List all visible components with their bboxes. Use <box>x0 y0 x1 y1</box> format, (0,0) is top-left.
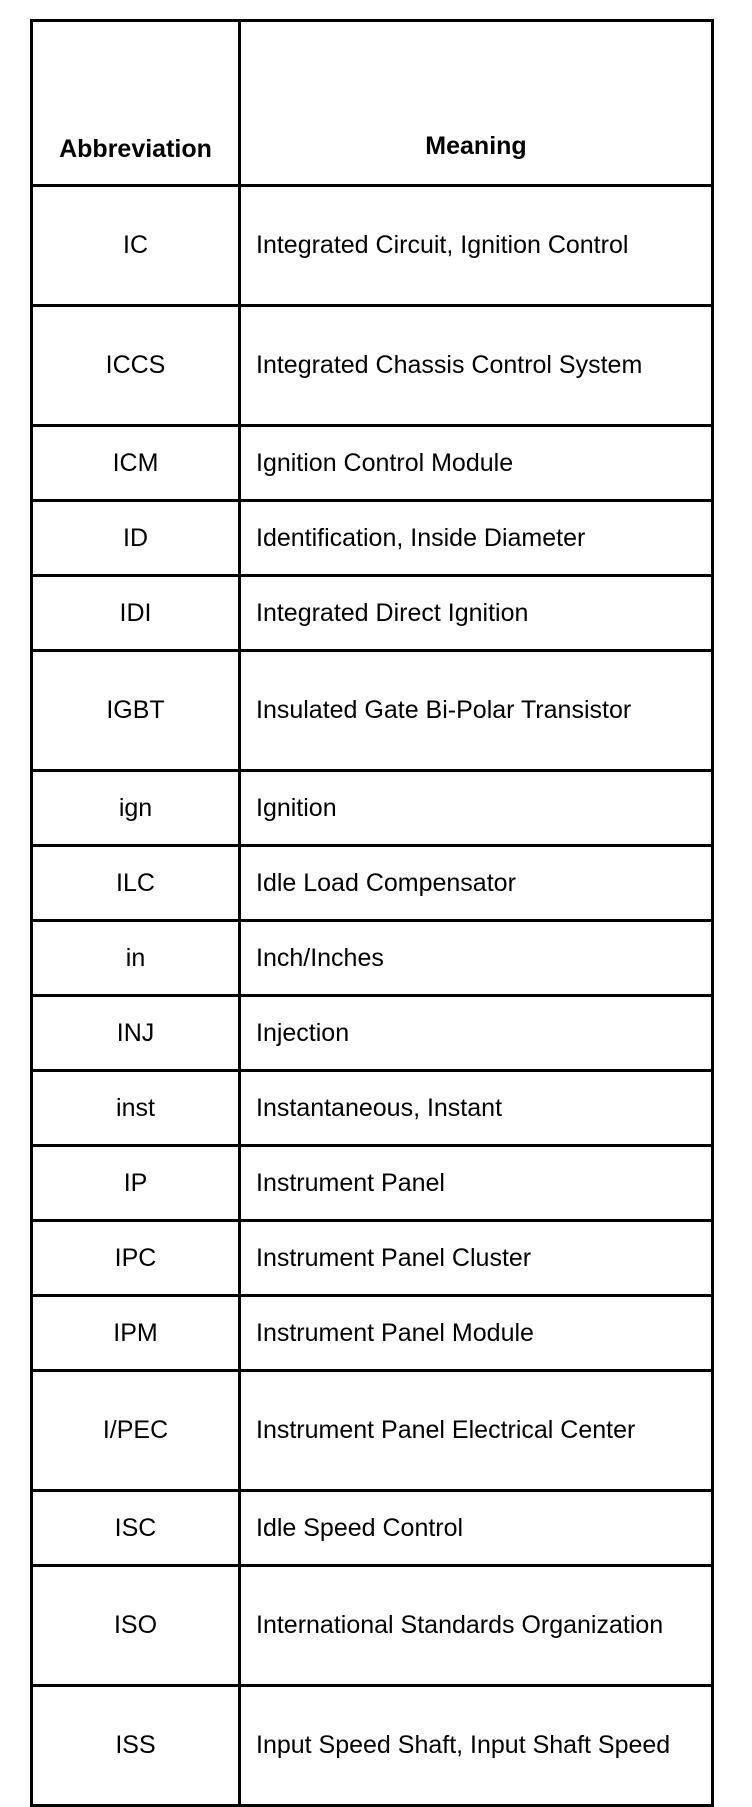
table-row <box>32 1146 713 1221</box>
table-row <box>32 846 713 921</box>
meaning-cell: Instrument Panel Module <box>240 1296 713 1371</box>
abbreviation-cell: IP <box>32 1146 240 1221</box>
meaning-cell: Injection <box>240 996 713 1071</box>
meaning-cell: Instrument Panel Cluster <box>240 1221 713 1296</box>
table-row <box>32 576 713 651</box>
table-row <box>32 426 713 501</box>
table-row <box>32 1296 713 1371</box>
table-row <box>32 306 713 426</box>
table-row <box>32 921 713 996</box>
abbreviation-cell: inst <box>32 1071 240 1146</box>
table-row <box>32 1491 713 1566</box>
abbreviation-cell: ICM <box>32 426 240 501</box>
table-row <box>32 771 713 846</box>
abbreviation-cell: in <box>32 921 240 996</box>
meaning-cell: Instrument Panel <box>240 1146 713 1221</box>
table-row <box>32 651 713 771</box>
abbreviation-cell: ISS <box>32 1686 240 1806</box>
abbreviation-cell: ILC <box>32 846 240 921</box>
table-row <box>32 501 713 576</box>
abbreviation-cell: I/PEC <box>32 1371 240 1491</box>
abbreviation-cell: IC <box>32 186 240 306</box>
meaning-cell: Integrated Chassis Control System <box>240 306 713 426</box>
meaning-cell: Identification, Inside Diameter <box>240 501 713 576</box>
meaning-cell: Inch/Inches <box>240 921 713 996</box>
meaning-cell: International Standards Organization <box>240 1566 713 1686</box>
meaning-cell: Ignition <box>240 771 713 846</box>
meaning-cell: Ignition Control Module <box>240 426 713 501</box>
header-abbreviation: Abbreviation <box>32 21 240 186</box>
table-row <box>32 186 713 306</box>
abbreviation-cell: IPC <box>32 1221 240 1296</box>
meaning-cell: Instantaneous, Instant <box>240 1071 713 1146</box>
meaning-cell: Insulated Gate Bi-Polar Transistor <box>240 651 713 771</box>
table-row <box>32 1371 713 1491</box>
meaning-cell: Idle Load Compensator <box>240 846 713 921</box>
meaning-cell: Integrated Direct Ignition <box>240 576 713 651</box>
abbreviation-cell: IDI <box>32 576 240 651</box>
table-row <box>32 1221 713 1296</box>
table-row <box>32 1686 713 1806</box>
abbreviation-cell: INJ <box>32 996 240 1071</box>
table-row <box>32 1071 713 1146</box>
abbreviation-cell: ICCS <box>32 306 240 426</box>
abbreviation-cell: IGBT <box>32 651 240 771</box>
meaning-cell: Instrument Panel Electrical Center <box>240 1371 713 1491</box>
abbreviation-table <box>30 19 714 1807</box>
abbreviation-cell: ISO <box>32 1566 240 1686</box>
abbreviation-cell: ISC <box>32 1491 240 1566</box>
abbreviation-cell: IPM <box>32 1296 240 1371</box>
meaning-cell: Input Speed Shaft, Input Shaft Speed <box>240 1686 713 1806</box>
table-row <box>32 1566 713 1686</box>
abbreviation-cell: ign <box>32 771 240 846</box>
header-meaning: Meaning <box>240 21 713 186</box>
table-header-row <box>32 21 713 186</box>
meaning-cell: Idle Speed Control <box>240 1491 713 1566</box>
abbreviation-cell: ID <box>32 501 240 576</box>
table-row <box>32 996 713 1071</box>
meaning-cell: Integrated Circuit, Ignition Control <box>240 186 713 306</box>
